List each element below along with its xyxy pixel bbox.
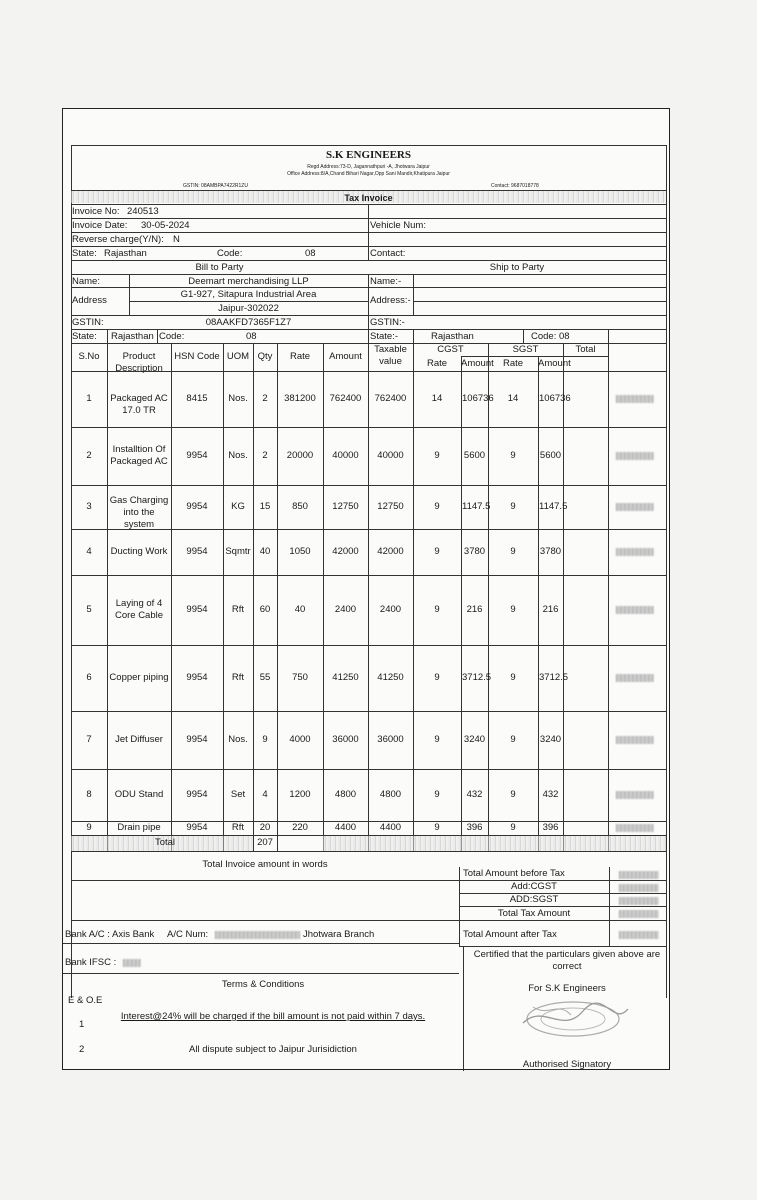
table-cell-sgst-rate: 9: [510, 604, 516, 615]
table-cell-rate: 1200: [289, 789, 311, 800]
col-header-sgst: SGST: [512, 344, 539, 355]
table-cell-hsn: 9954: [186, 450, 208, 461]
table-grid-hline: [71, 575, 666, 576]
table-cell-sgst-rate: 9: [510, 822, 516, 833]
term-1-text: Interest@24% will be charged if the bill amount is not paid within 7 days.: [120, 1011, 426, 1022]
table-cell-cgst-rate: 9: [434, 672, 440, 683]
table-cell-sno: 7: [86, 734, 92, 745]
col-header-sno: S.No: [78, 351, 100, 362]
total-after-tax-label: Total Amount after Tax: [463, 929, 557, 940]
col-header-rate: Rate: [289, 351, 311, 362]
eoe-label: E & O.E: [68, 995, 103, 1006]
bill-to-heading: Bill to Party: [195, 262, 244, 273]
bill-state-label: State:: [72, 331, 97, 342]
table-grid-hline: [71, 427, 666, 428]
table-cell-rate: 220: [292, 822, 308, 833]
table-cell-cgst-rate: 9: [434, 450, 440, 461]
col-header-description: Product Description: [115, 351, 163, 374]
contact-label: Contact:: [370, 248, 406, 259]
table-cell-hsn: 9954: [186, 501, 208, 512]
bill-state: Rajasthan: [111, 331, 154, 342]
for-company: For S.K Engineers: [528, 983, 606, 994]
redacted-account-number: [215, 931, 300, 939]
office-address: Office Address:8/A,Chand Bihari Nagar,Opp Sani Mandir,Khatipura Jaipur: [287, 171, 450, 177]
redacted-cgst-total: [619, 884, 659, 892]
table-cell-taxable: 2400: [379, 604, 402, 615]
table-cell-uom: Rft: [231, 822, 245, 833]
col-header-qty: Qty: [257, 351, 273, 362]
term-1-number: 1: [79, 1019, 85, 1030]
table-grid-hline: [461, 356, 608, 357]
state-label: State:: [72, 248, 97, 259]
table-cell-hsn: 9954: [186, 822, 208, 833]
table-cell-amount: 4800: [334, 789, 357, 800]
table-cell-desc: Packaged AC 17.0 TR: [110, 393, 168, 416]
table-grid-hline: [71, 711, 666, 712]
table-cell-cgst-amt: 432: [466, 789, 483, 800]
table-cell-cgst-amt: 3780: [463, 546, 486, 557]
add-sgst-label: ADD:SGST: [509, 894, 559, 905]
table-cell-taxable: 41250: [377, 672, 404, 683]
table-cell-taxable: 40000: [377, 450, 404, 461]
company-seal-stamp: [503, 997, 643, 1042]
bill-code-label: Code:: [159, 331, 185, 342]
table-cell-amount: 42000: [332, 546, 359, 557]
table-cell-rate: 20000: [286, 450, 314, 461]
table-cell-desc: Laying of 4 Core Cable: [114, 598, 164, 621]
table-cell-sno: 3: [86, 501, 92, 512]
redacted-row-total: [616, 395, 654, 403]
invoice-date-label: Invoice Date:: [72, 220, 128, 231]
table-cell-amount: 12750: [332, 501, 359, 512]
table-cell-hsn: 9954: [186, 789, 208, 800]
redacted-tax-total: [619, 910, 659, 918]
bill-address-label: Address: [72, 295, 107, 306]
ship-gstin-label: GSTIN:-: [370, 317, 405, 328]
total-qty: 207: [257, 837, 273, 848]
table-cell-sgst-rate: 9: [510, 546, 516, 557]
table-grid-vline: [171, 343, 172, 851]
code-value: 08: [305, 248, 316, 259]
table-cell-sgst-amt: 396: [542, 822, 559, 833]
table-cell-qty: 2: [262, 450, 268, 461]
table-cell-uom: Rft: [231, 672, 245, 683]
table-cell-rate: 4000: [289, 734, 311, 745]
table-grid-vline: [666, 343, 667, 851]
table-cell-qty: 9: [262, 734, 268, 745]
table-cell-cgst-amt: 1147.5: [462, 501, 491, 512]
company-name: S.K ENGINEERS: [326, 149, 411, 161]
company-contact: Contact: 9687018778: [491, 183, 539, 189]
table-cell-taxable: 36000: [377, 734, 404, 745]
table-cell-uom: Set: [230, 789, 246, 800]
table-cell-rate: 1050: [289, 546, 311, 557]
redacted-before-tax: [619, 871, 659, 879]
ship-to-heading: Ship to Party: [489, 262, 545, 273]
redacted-after-tax: [619, 931, 659, 939]
table-cell-qty: 2: [262, 393, 268, 404]
bill-address-line2: Jaipur-302022: [218, 303, 279, 314]
table-cell-taxable: 4400: [379, 822, 402, 833]
redacted-row-total: [616, 791, 654, 799]
invoice-no-label: Invoice No:: [72, 206, 120, 217]
table-cell-qty: 4: [262, 789, 268, 800]
table-cell-qty: 15: [259, 501, 271, 512]
amount-in-words-label: Total Invoice amount in words: [202, 859, 328, 870]
table-cell-sgst-rate: 9: [510, 501, 516, 512]
certified-text: Certified that the particulars given above are correct: [473, 949, 661, 972]
col-header-uom: UOM: [226, 351, 250, 362]
table-cell-sgst-amt: 3712.5: [539, 672, 569, 683]
col-header-sgst-amount: Amount: [538, 358, 571, 369]
col-header-cgst-amount: Amount: [461, 358, 494, 369]
table-cell-hsn: 9954: [186, 546, 208, 557]
table-cell-amount: 41250: [332, 672, 359, 683]
table-cell-sgst-rate: 9: [510, 672, 516, 683]
table-cell-sno: 2: [86, 450, 92, 461]
redacted-row-total: [616, 606, 654, 614]
table-cell-sgst-rate: 9: [510, 450, 516, 461]
table-cell-uom: Rft: [231, 604, 245, 615]
redacted-row-total: [616, 824, 654, 832]
table-grid-vline: [488, 343, 489, 851]
reverse-charge: N: [173, 234, 180, 245]
doc-title: Tax Invoice: [344, 193, 393, 203]
table-cell-qty: 55: [259, 672, 271, 683]
invoice-date: 30-05-2024: [141, 220, 190, 231]
table-cell-hsn: 9954: [186, 604, 208, 615]
table-cell-rate: 850: [292, 501, 308, 512]
table-cell-uom: Nos.: [228, 450, 248, 461]
table-grid-vline: [563, 343, 564, 851]
table-cell-cgst-rate: 9: [434, 822, 440, 833]
table-cell-sno: 9: [86, 822, 92, 833]
table-cell-amount: 2400: [334, 604, 357, 615]
ship-state: Rajasthan: [431, 331, 474, 342]
bill-code: 08: [246, 331, 257, 342]
table-cell-sgst-rate: 9: [510, 789, 516, 800]
table-cell-sno: 8: [86, 789, 92, 800]
term-2-number: 2: [79, 1044, 85, 1055]
table-cell-amount: 762400: [329, 393, 362, 404]
table-cell-desc: Gas Charging into the system: [109, 495, 169, 530]
table-cell-sgst-amt: 106736: [539, 393, 571, 404]
bill-name: Deemart merchandising LLP: [188, 276, 309, 287]
table-cell-hsn: 8415: [186, 393, 208, 404]
table-cell-qty: 60: [259, 604, 271, 615]
acnum-label: A/C Num:: [167, 929, 209, 940]
table-grid-vline: [608, 343, 609, 851]
table-cell-taxable: 12750: [377, 501, 404, 512]
terms-heading: Terms & Conditions: [221, 979, 305, 990]
table-cell-qty: 40: [259, 546, 271, 557]
table-cell-desc: ODU Stand: [114, 789, 164, 800]
table-cell-sgst-rate: 14: [507, 393, 519, 404]
bank-branch: Jhotwara Branch: [303, 929, 375, 940]
bill-name-label: Name:: [72, 276, 100, 287]
add-cgst-label: Add:CGST: [511, 881, 557, 892]
bill-gstin-label: GSTIN:: [72, 317, 104, 328]
table-grid-hline: [71, 851, 666, 852]
table-cell-cgst-rate: 9: [434, 501, 440, 512]
total-row-shading: [323, 836, 666, 851]
col-header-taxable: Taxable value: [374, 344, 407, 367]
table-cell-taxable: 4800: [379, 789, 402, 800]
term-2-text: All dispute subject to Jaipur Jurisidiction: [189, 1044, 357, 1055]
code-label: Code:: [217, 248, 243, 259]
table-cell-cgst-amt: 3712.5: [462, 672, 492, 683]
redacted-sgst-total: [619, 897, 659, 905]
table-grid-hline: [71, 645, 666, 646]
table-cell-rate: 40: [294, 604, 306, 615]
table-grid-vline: [368, 343, 369, 851]
col-header-amount: Amount: [329, 351, 362, 362]
state-value: Rajasthan: [104, 248, 147, 259]
bill-address-line1: G1-927, Sitapura Industrial Area: [180, 289, 317, 300]
table-cell-qty: 20: [259, 822, 271, 833]
table-cell-uom: Nos.: [228, 393, 248, 404]
ship-code-label: Code: 08: [531, 331, 570, 342]
ship-state-label: State:-: [370, 331, 398, 342]
table-cell-cgst-amt: 3240: [463, 734, 486, 745]
table-grid-vline: [107, 343, 108, 851]
table-cell-desc: Jet Diffuser: [115, 734, 163, 745]
table-cell-sgst-amt: 3240: [539, 734, 562, 745]
table-grid-hline: [71, 485, 666, 486]
table-grid-vline: [323, 343, 324, 851]
table-cell-cgst-amt: 5600: [463, 450, 486, 461]
table-cell-taxable: 42000: [377, 546, 404, 557]
col-header-cgst-rate: Rate: [426, 358, 448, 369]
table-cell-cgst-amt: 216: [466, 604, 483, 615]
table-cell-desc: Copper piping: [109, 672, 169, 683]
table-cell-amount: 40000: [332, 450, 359, 461]
table-cell-sgst-amt: 1147.5: [539, 501, 568, 512]
total-tax-label: Total Tax Amount: [497, 908, 571, 919]
table-grid-hline: [71, 769, 666, 770]
table-cell-cgst-rate: 9: [434, 546, 440, 557]
table-cell-sno: 4: [86, 546, 92, 557]
col-header-cgst: CGST: [437, 344, 464, 355]
table-cell-sno: 1: [86, 393, 92, 404]
total-before-tax-label: Total Amount before Tax: [463, 868, 565, 879]
table-grid-vline: [71, 343, 72, 851]
table-cell-rate: 750: [292, 672, 308, 683]
table-cell-desc: Ducting Work: [110, 546, 168, 557]
company-gstin: GSTIN: 08AMBPA7422R1ZU: [183, 183, 248, 189]
table-cell-hsn: 9954: [186, 672, 208, 683]
table-cell-cgst-amt: 106736: [462, 393, 494, 404]
table-grid-vline: [413, 343, 414, 851]
redacted-row-total: [616, 674, 654, 682]
table-grid-vline: [277, 343, 278, 851]
table-cell-cgst-rate: 9: [434, 789, 440, 800]
table-cell-sgst-amt: 5600: [539, 450, 562, 461]
table-cell-cgst-rate: 9: [434, 734, 440, 745]
authorised-signatory: Authorised Signatory: [522, 1059, 612, 1070]
table-cell-desc: Drain pipe: [117, 822, 161, 833]
table-cell-uom: KG: [231, 501, 245, 512]
redacted-row-total: [616, 736, 654, 744]
table-cell-hsn: 9954: [186, 734, 208, 745]
vehicle-label: Vehicle Num:: [370, 220, 426, 231]
ship-address-label: Address:-: [370, 295, 411, 306]
redacted-row-total: [616, 503, 654, 511]
table-cell-cgst-amt: 396: [466, 822, 483, 833]
table-cell-taxable: 762400: [374, 393, 407, 404]
table-cell-uom: Sqmtr: [225, 546, 251, 557]
table-cell-rate: 381200: [284, 393, 316, 404]
bank-ac-label: Bank A/C : Axis Bank: [65, 929, 155, 940]
reverse-charge-label: Reverse charge(Y/N):: [72, 234, 164, 245]
table-cell-sgst-amt: 216: [542, 604, 559, 615]
table-cell-sgst-rate: 9: [510, 734, 516, 745]
regd-address: Regd Address:73-D, Jagannathpuri -A, Jhotwara Jaipur: [307, 164, 430, 170]
redacted-ifsc: [123, 959, 141, 967]
bill-gstin: 08AAKFD7365F1Z7: [205, 317, 292, 328]
col-header-total: Total: [575, 344, 596, 355]
table-cell-sgst-amt: 3780: [539, 546, 562, 557]
table-cell-cgst-rate: 9: [434, 604, 440, 615]
table-cell-cgst-rate: 14: [431, 393, 443, 404]
invoice-sheet: [62, 108, 670, 1070]
ship-name-label: Name:-: [370, 276, 402, 287]
redacted-row-total: [616, 548, 654, 556]
table-cell-sno: 5: [86, 604, 92, 615]
table-cell-sno: 6: [86, 672, 92, 683]
col-header-hsn: HSN Code: [174, 351, 220, 362]
col-header-sgst-rate: Rate: [502, 358, 524, 369]
redacted-row-total: [616, 452, 654, 460]
table-cell-sgst-amt: 432: [542, 789, 559, 800]
table-cell-amount: 4400: [334, 822, 357, 833]
table-cell-desc: Installtion Of Packaged AC: [110, 444, 168, 467]
invoice-no: 240513: [127, 206, 159, 217]
table-grid-vline: [223, 343, 224, 851]
table-cell-amount: 36000: [332, 734, 359, 745]
total-row-label: Total: [154, 837, 176, 848]
table-grid-vline: [253, 343, 254, 851]
table-cell-uom: Nos.: [228, 734, 248, 745]
bank-ifsc-label: Bank IFSC :: [65, 957, 117, 968]
